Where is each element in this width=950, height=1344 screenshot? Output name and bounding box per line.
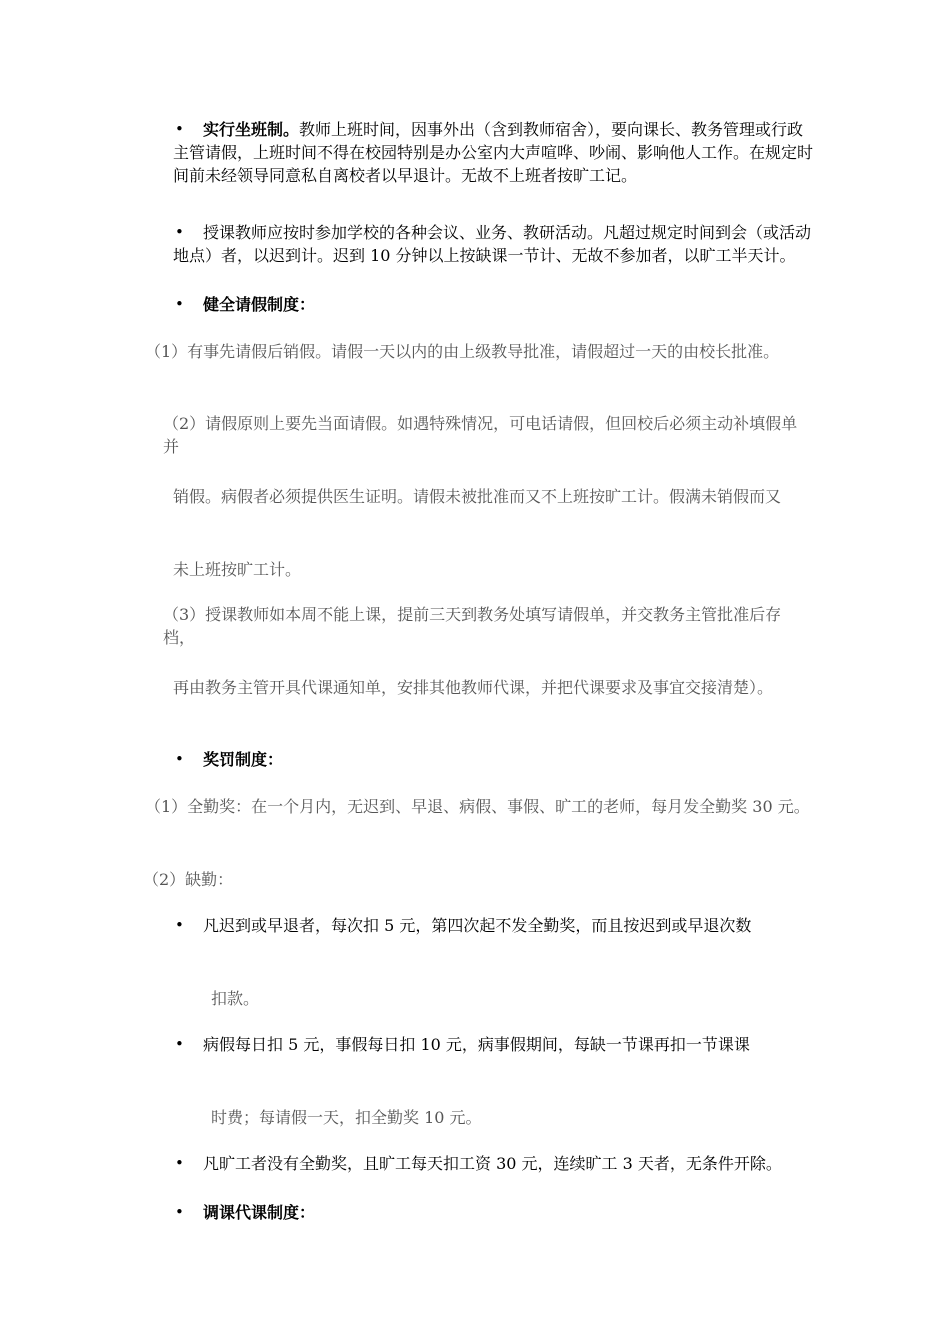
heading-sit-in-system: 实行坐班制。 (203, 120, 300, 139)
bullet-icon: • (175, 750, 184, 768)
heading-leave-system: 健全请假制度： (203, 295, 316, 314)
bullet-icon: • (175, 916, 184, 934)
paragraph-attendance (173, 118, 813, 187)
reward-rule-2: （2）缺勤： (143, 870, 234, 889)
leave-rule-3b: 再由教务主管开具代课通知单，安排其他教师代课，并把代课要求及事宜交接清楚）。 (173, 678, 774, 697)
paragraph-meetings: 授课教师应按时参加学校的各种会议、业务、教研活动。凡超过规定时间到会（或活动地点）者，以迟到计。迟到 10 分钟以上按缺课一节计、无故不参加者，以旷工半天计。 (173, 223, 812, 265)
bullet-icon: • (175, 295, 184, 313)
reward-rule-1: （1）全勤奖：在一个月内，无迟到、早退、病假、事假、旷工的老师，每月发全勤奖 30 元。 (145, 797, 810, 816)
deduction-late: 凡迟到或早退者，每次扣 5 元，第四次起不发全勤奖，而且按迟到或早退次数 (203, 916, 752, 935)
deduction-absence: 凡旷工者没有全勤奖，且旷工每天扣工资 30 元，连续旷工 3 天者，无条件开除。 (203, 1154, 782, 1173)
leave-rule-3a: （3）授课教师如本周不能上课，提前三天到教务处填写请假单，并交教务主管批准后存档， (163, 605, 782, 647)
heading-reward-penalty: 奖罚制度： (203, 750, 284, 769)
bullet-icon: • (175, 120, 184, 138)
bullet-icon: • (175, 1203, 184, 1221)
paragraph-attendance-text: 教师上班时间，因事外出（含到教师宿舍），要向课长、教务管理或行政主管请假，上班时间不得在校园特别是办公室内大声喧哗、吵闹、影响他人工作。在规定时间前未经领导同意私自离校者以早退计。无故不上班者按旷工记。 (173, 120, 814, 185)
leave-rule-1: （1）有事先请假后销假。请假一天以内的由上级教导批准，请假超过一天的由校长批准。 (145, 342, 780, 361)
leave-rule-2a: （2）请假原则上要先当面请假。如遇特殊情况，可电话请假，但回校后必须主动补填假单并 (163, 414, 798, 456)
bullet-icon: • (175, 1154, 184, 1172)
heading-substitute-class: 调课代课制度： (203, 1203, 316, 1222)
bullet-icon: • (175, 1035, 184, 1053)
leave-rule-2c: 未上班按旷工计。 (173, 560, 302, 579)
deduction-sick: 病假每日扣 5 元，事假每日扣 10 元，病事假期间，每缺一节课再扣一节课课 (203, 1035, 750, 1054)
leave-rule-2b: 销假。病假者必须提供医生证明。请假未被批准而又不上班按旷工计。假满未销假而又 (173, 487, 782, 506)
deduction-sick-cont: 时费；每请假一天，扣全勤奖 10 元。 (211, 1108, 482, 1127)
bullet-icon: • (175, 223, 184, 241)
deduction-late-cont: 扣款。 (211, 989, 260, 1008)
